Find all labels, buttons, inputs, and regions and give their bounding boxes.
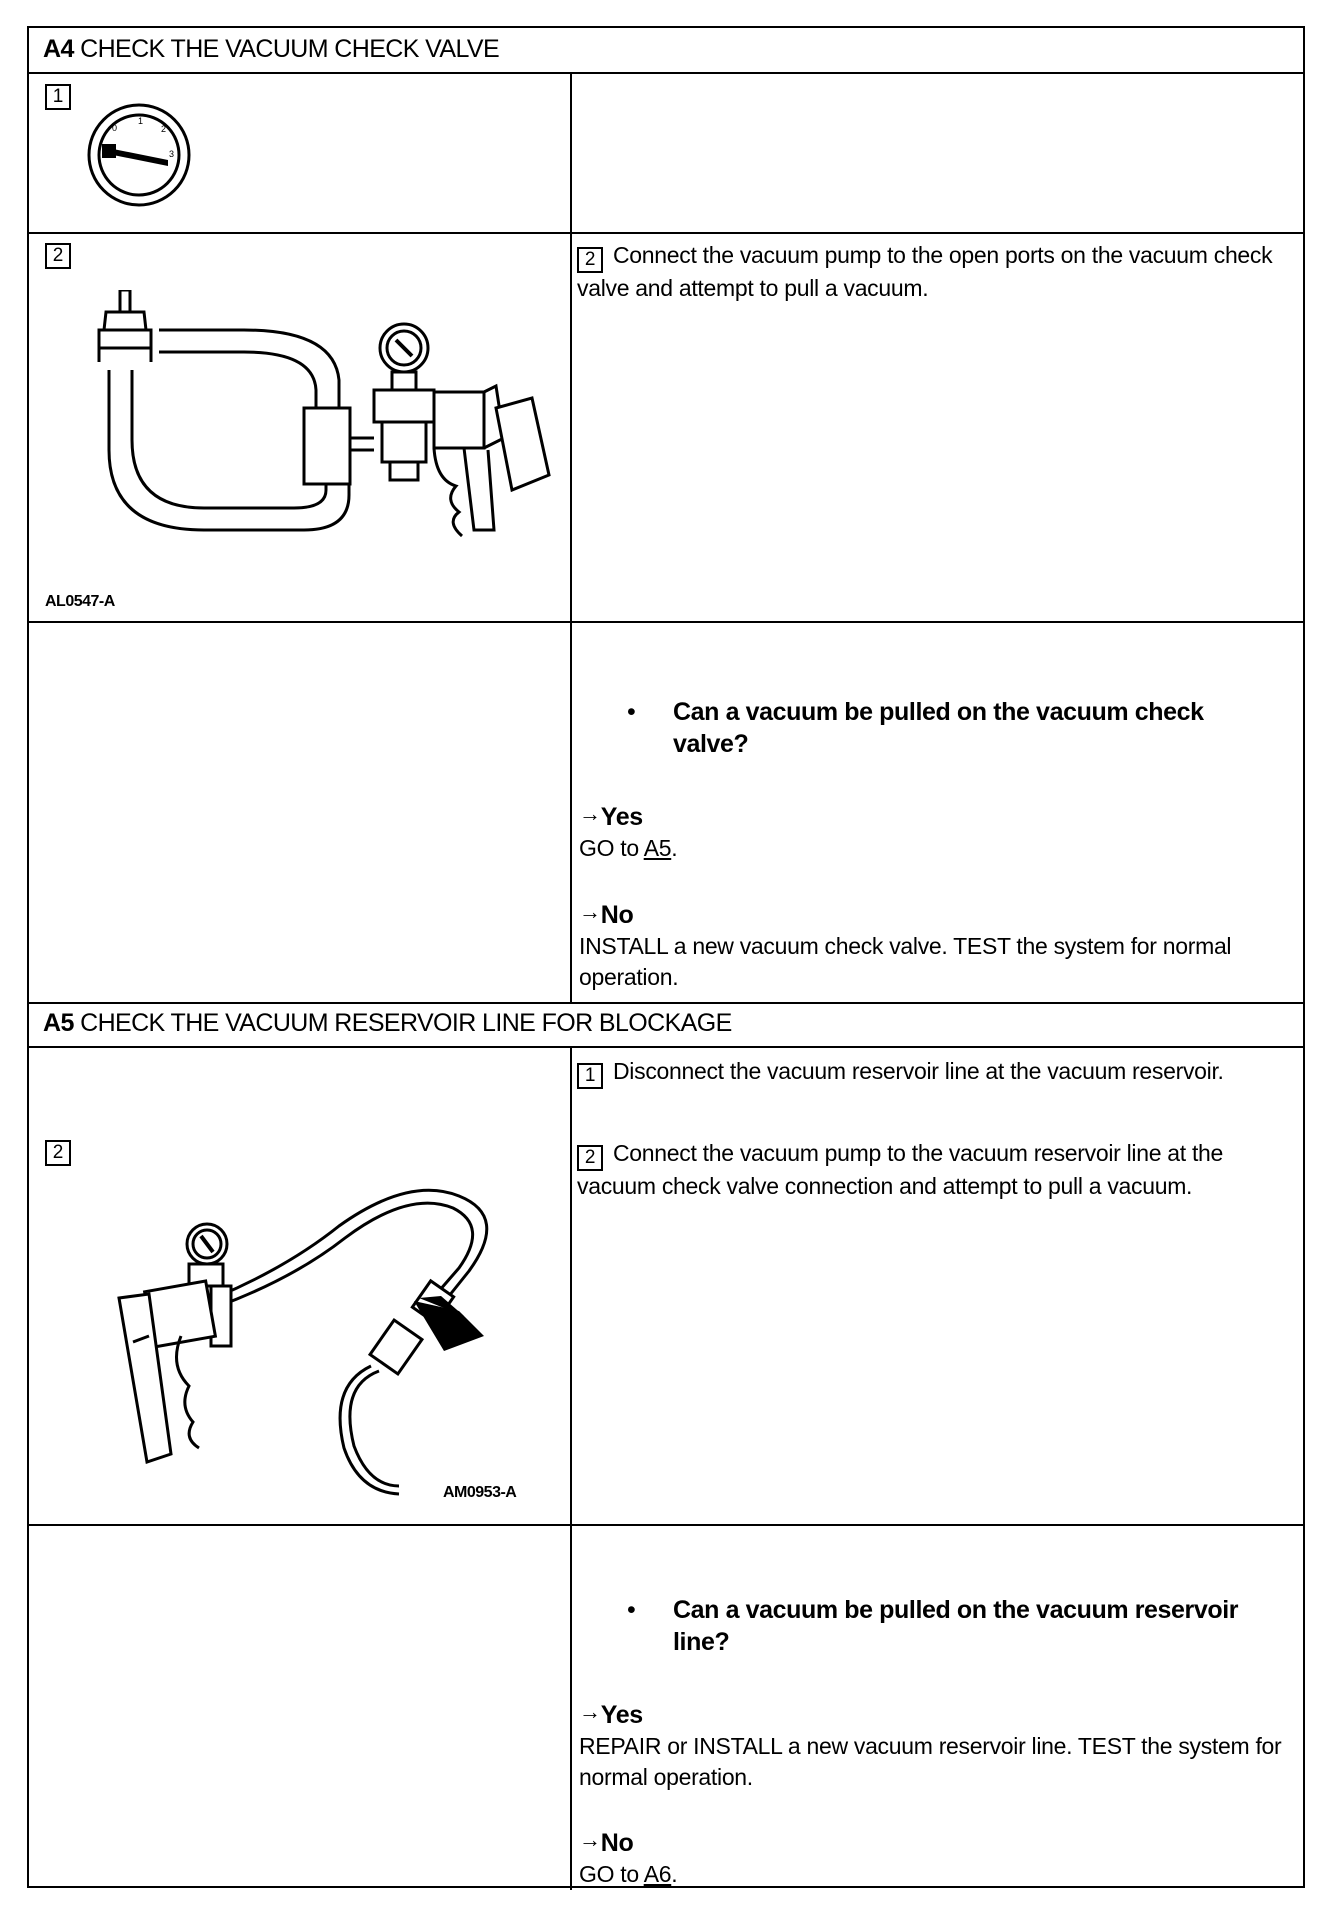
- question-text: Can a vacuum be pulled on the vacuum reservoir line?: [673, 1596, 1239, 1656]
- yes-answer: →Yes GO to A5.: [579, 801, 678, 861]
- section-a4-header: [43, 35, 499, 64]
- step-number-box: 2: [577, 247, 603, 273]
- link-a5[interactable]: A5: [643, 835, 672, 861]
- step-number-box: 2: [577, 1145, 603, 1171]
- question: • Can a vacuum be pulled on the vacuum check valve?: [627, 698, 1204, 758]
- step-number-box: 1: [577, 1063, 603, 1089]
- step-number-box: 2: [45, 1140, 71, 1166]
- vacuum-gauge-illustration: [84, 100, 194, 210]
- step-number-box: 2: [45, 243, 71, 269]
- svg-text:1: 1: [138, 116, 144, 126]
- step-number-box: 1: [45, 84, 71, 110]
- section-title: CHECK THE VACUUM CHECK VALVE: [80, 35, 500, 63]
- svg-text:2: 2: [161, 124, 167, 134]
- section-title: CHECK THE VACUUM RESERVOIR LINE FOR BLOCKAGE: [80, 1009, 732, 1037]
- no-answer: →No GO to A6.: [579, 1827, 678, 1887]
- svg-text:0: 0: [112, 123, 118, 133]
- question-text: Can a vacuum be pulled on the vacuum check valve?: [673, 698, 1204, 758]
- figure-code: AL0547-A: [45, 593, 115, 610]
- step-2-instruction: 2 Connect the vacuum pump to the open ports on the vacuum check valve and attempt to pull a vacuum.: [577, 242, 1273, 301]
- svg-text:3: 3: [169, 149, 175, 159]
- section-id: A5: [43, 1009, 74, 1037]
- step-1-instruction: 1 Disconnect the vacuum reservoir line at the vacuum reservoir.: [577, 1056, 1297, 1089]
- reservoir-line-pump-illustration: [89, 1186, 559, 1506]
- check-valve-pump-illustration: [64, 290, 554, 600]
- figure-code: AM0953-A: [443, 1484, 517, 1501]
- section-a5-header: [43, 1009, 732, 1038]
- yes-answer: →Yes REPAIR or INSTALL a new vacuum reservoir line. TEST the system for normal operation.: [579, 1699, 1282, 1790]
- section-id: A4: [43, 35, 74, 63]
- diagnostic-table: [27, 26, 1305, 1888]
- question: • Can a vacuum be pulled on the vacuum reservoir line?: [627, 1596, 1239, 1656]
- step-2-instruction: 2 Connect the vacuum pump to the vacuum reservoir line at the vacuum check valve connection and attempt to pull a vacuum.: [577, 1140, 1224, 1199]
- no-answer: →No INSTALL a new vacuum check valve. TEST the system for normal operation.: [579, 899, 1232, 990]
- link-a6[interactable]: A6: [643, 1861, 672, 1887]
